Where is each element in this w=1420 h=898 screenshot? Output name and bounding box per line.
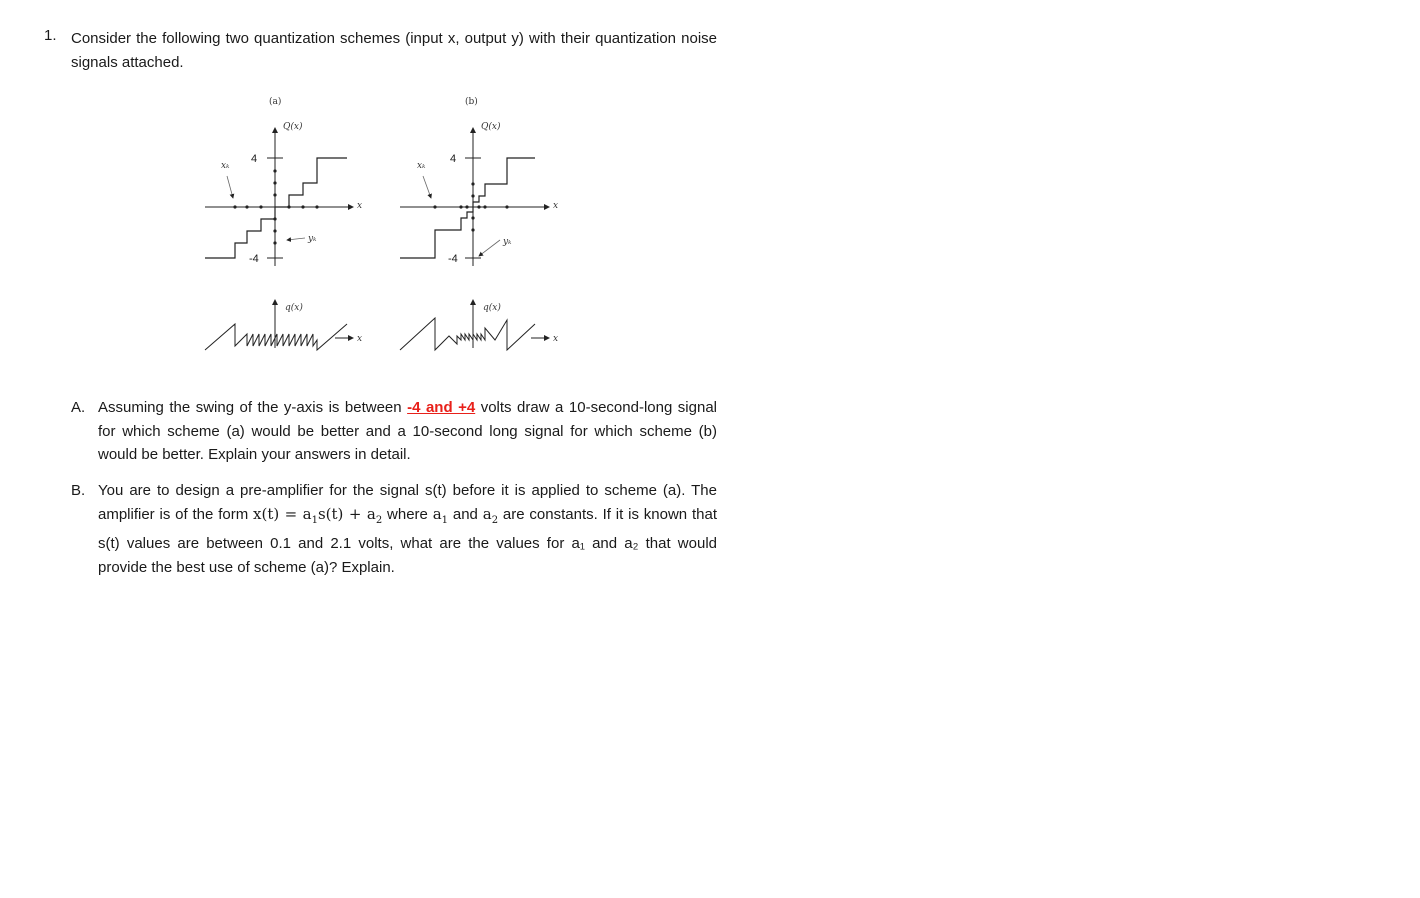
word-a2-sub: 2 <box>491 514 499 526</box>
panel-a-yk-label: yₖ <box>308 234 317 244</box>
panel-a-q-label: Q(x) <box>283 122 303 132</box>
question-intro: Consider the following two quantization schemes (input x, output y) with their quantization noise signals attached. <box>71 30 717 71</box>
formula-lhs: x(t) = <box>253 504 303 523</box>
formula-a2: a <box>366 504 376 523</box>
part-b-formula <box>253 504 383 526</box>
formula-a2-sub: 2 <box>375 514 383 526</box>
part-b-a1-word <box>432 504 449 526</box>
panel-b-x-label: x <box>553 201 559 211</box>
part-a-text-after: volts draw a 10-second-long signal for which scheme (a) would be better and a 10-second long signal for which scheme (b) would be better. Explain your answers in detail. <box>98 399 717 463</box>
part-b-a2-word <box>482 504 499 526</box>
panel-a-xk-arrow <box>227 176 233 198</box>
part-a-highlight: -4 and +4 <box>407 399 476 416</box>
panel-b-yk-arrow <box>479 240 500 256</box>
part-a <box>71 396 717 467</box>
question-number: 1. <box>44 27 57 44</box>
panel-b-xk-arrow <box>423 176 431 198</box>
panel-b-yk-label: yₖ <box>503 237 512 247</box>
formula-mid: s(t) + <box>317 504 367 523</box>
panel-b-tick-bottom-label: -4 <box>448 253 458 265</box>
panel-b-label: (b) <box>465 97 478 107</box>
panel-a-tick-top-label: 4 <box>251 153 258 165</box>
panel-a-x-label: x <box>357 201 363 211</box>
quantization-figure <box>195 88 575 358</box>
formula-a1-sub: 1 <box>311 514 318 526</box>
word-a1: a <box>432 504 442 523</box>
part-b-body <box>98 479 717 579</box>
noise-b-sawtooth <box>400 318 535 350</box>
part-b <box>71 479 717 579</box>
part-b-text-3: and <box>448 505 483 523</box>
noise-a-label: q(x) <box>285 303 303 313</box>
noise-a-sawtooth <box>205 324 347 350</box>
noise-b-x-label: x <box>553 334 559 344</box>
part-b-text-1: You are to design a pre-amplifier for the signal s(t) before it is applied to scheme (a). The amplifier is of the form <box>98 482 717 523</box>
panel-a-label: (a) <box>269 97 282 107</box>
part-b-text-4: are constants. If it is known that s(t) values are between 0.1 and 2.1 volts, what are the values for a₁ and a₂ that would provide the best use of scheme (a)? Explain. <box>98 505 717 576</box>
panel-a-yk-arrow <box>287 238 305 240</box>
panel-b-tick-top-label: 4 <box>450 153 457 165</box>
panel-a-xk-label: xₖ <box>221 161 230 171</box>
part-b-text-2: where <box>382 505 433 523</box>
part-a-letter: A. <box>71 399 86 416</box>
panel-b-q-label: Q(x) <box>481 122 501 132</box>
quantization-diagram <box>195 88 575 358</box>
word-a1-sub: 1 <box>441 514 449 526</box>
part-b-letter: B. <box>71 482 86 499</box>
part-a-text-before: Assuming the swing of the y-axis is between <box>98 399 408 416</box>
noise-b-label: q(x) <box>483 303 501 313</box>
part-a-body <box>98 396 717 467</box>
formula-a1: a <box>302 504 312 523</box>
panel-b-xk-label: xₖ <box>417 161 426 171</box>
noise-a-x-label: x <box>357 334 363 344</box>
word-a2: a <box>482 504 492 523</box>
panel-a-tick-bottom-label: -4 <box>249 253 259 265</box>
